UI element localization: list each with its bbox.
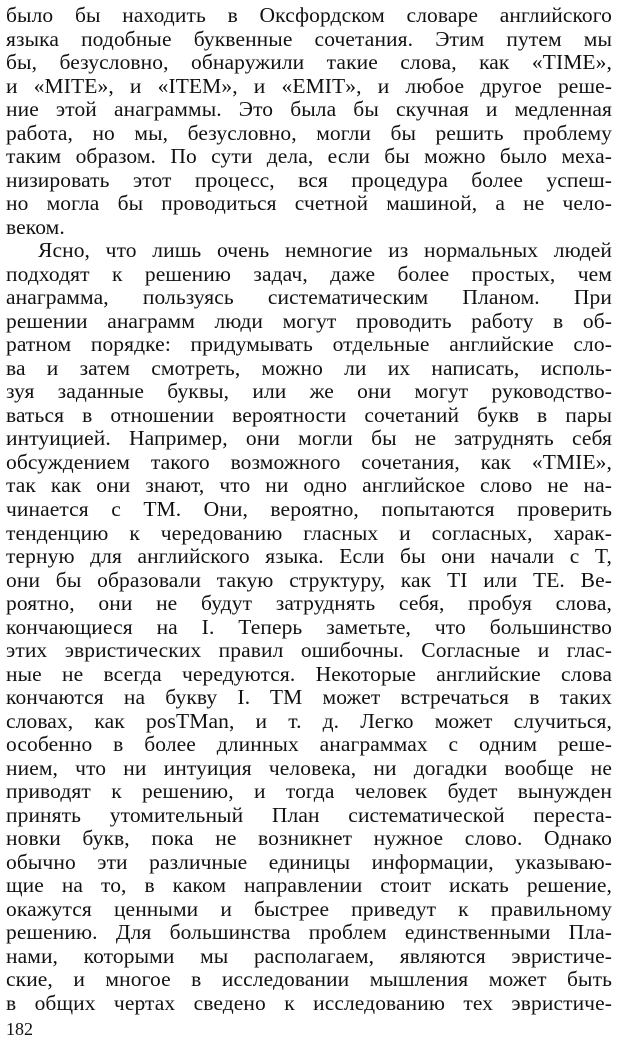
text-line: нием, что ни интуиция человека, ни догадки вообще не <box>6 756 612 780</box>
text-line: решению. Для большинства проблем единственными Пла- <box>6 920 612 944</box>
text-line: чинается с TM. Они, вероятно, попытаются проверить <box>6 497 612 521</box>
text-line: особенно в более длинных анаграммах с одним реше- <box>6 732 612 756</box>
text-line: принять утомительный План систематической переста- <box>6 803 612 827</box>
text-line: интуицией. Например, они могли бы не затруднять себя <box>6 426 612 450</box>
text-line: низировать этот процесс, вся процедура более успеш- <box>6 168 612 192</box>
text-line: зуя заданные буквы, или же они могут руководство- <box>6 379 612 403</box>
text-line: решении анаграмм люди могут проводить работу в об- <box>6 309 612 333</box>
text-line: но могла бы проводиться счетной машиной, а не чело- <box>6 191 612 215</box>
text-line: они бы образовали такую структуру, как TI или TE. Ве- <box>6 568 612 592</box>
text-line: таким образом. По сути дела, если бы можно было меха- <box>6 144 612 168</box>
text-line: ваться в отношении вероятности сочетаний букв в пары <box>6 403 612 427</box>
text-line: щие на то, в каком направлении стоит искать решение, <box>6 873 612 897</box>
text-line: окажутся ценными и быстрее приведут к правильному <box>6 897 612 921</box>
text-line: словах, как posTMan, и т. д. Легко может случиться, <box>6 709 612 733</box>
text-line: и «MITE», и «ITEM», и «EMIT», и любое другое реше- <box>6 74 612 98</box>
text-line: анаграмма, пользуясь систематическим Планом. При <box>6 285 612 309</box>
text-line: бы, безусловно, обнаружили такие слова, как «TIME», <box>6 50 612 74</box>
text-line: обсуждением такого возможного сочетания, как «TMIE», <box>6 450 612 474</box>
text-line: ние этой анаграммы. Это была бы скучная и медленная <box>6 97 612 121</box>
text-line: ские, и многое в исследовании мышления может быть <box>6 967 612 991</box>
text-line: Ясно, что лишь очень немногие из нормальных людей <box>38 238 612 262</box>
text-line: тенденцию к чередованию гласных и согласных, харак- <box>6 521 612 545</box>
text-line: подходят к решению задач, даже более простых, чем <box>6 262 612 286</box>
text-line: терную для английского языка. Если бы они начали с T, <box>6 544 612 568</box>
text-line: кончаются на букву I. TM может встречаться в таких <box>6 685 612 709</box>
text-line: приводят к решению, и тогда человек будет вынужден <box>6 779 612 803</box>
text-line: ратном порядке: придумывать отдельные английские сло- <box>6 332 612 356</box>
text-line: роятно, они не будут затруднять себя, пробуя слова, <box>6 591 612 615</box>
text-line: нами, которыми мы располагаем, являются эвристиче- <box>6 944 612 968</box>
text-line: работа, но мы, безусловно, могли бы решить проблему <box>6 121 612 145</box>
text-line: ва и затем смотреть, можно ли их написать, исполь- <box>6 356 612 380</box>
text-line: веком. <box>6 215 65 239</box>
text-line: этих эвристических правил ошибочны. Согласные и глас- <box>6 638 612 662</box>
text-line: обычно эти различные единицы информации, указываю- <box>6 850 612 874</box>
text-line: было бы находить в Оксфордском словаре английского <box>6 3 612 27</box>
text-line: ные не всегда чередуются. Некоторые английские слова <box>6 662 612 686</box>
text-line: новки букв, пока не возникнет нужное слово. Однако <box>6 826 612 850</box>
text-line: в общих чертах сведено к исследованию тех эвристиче- <box>6 991 612 1015</box>
text-line: языка подобные буквенные сочетания. Этим путем мы <box>6 27 612 51</box>
text-line: кончающиеся на I. Теперь заметьте, что большинство <box>6 615 612 639</box>
page-number: 182 <box>6 1019 33 1039</box>
text-line: так как они знают, что ни одно английское слово не на- <box>6 473 612 497</box>
